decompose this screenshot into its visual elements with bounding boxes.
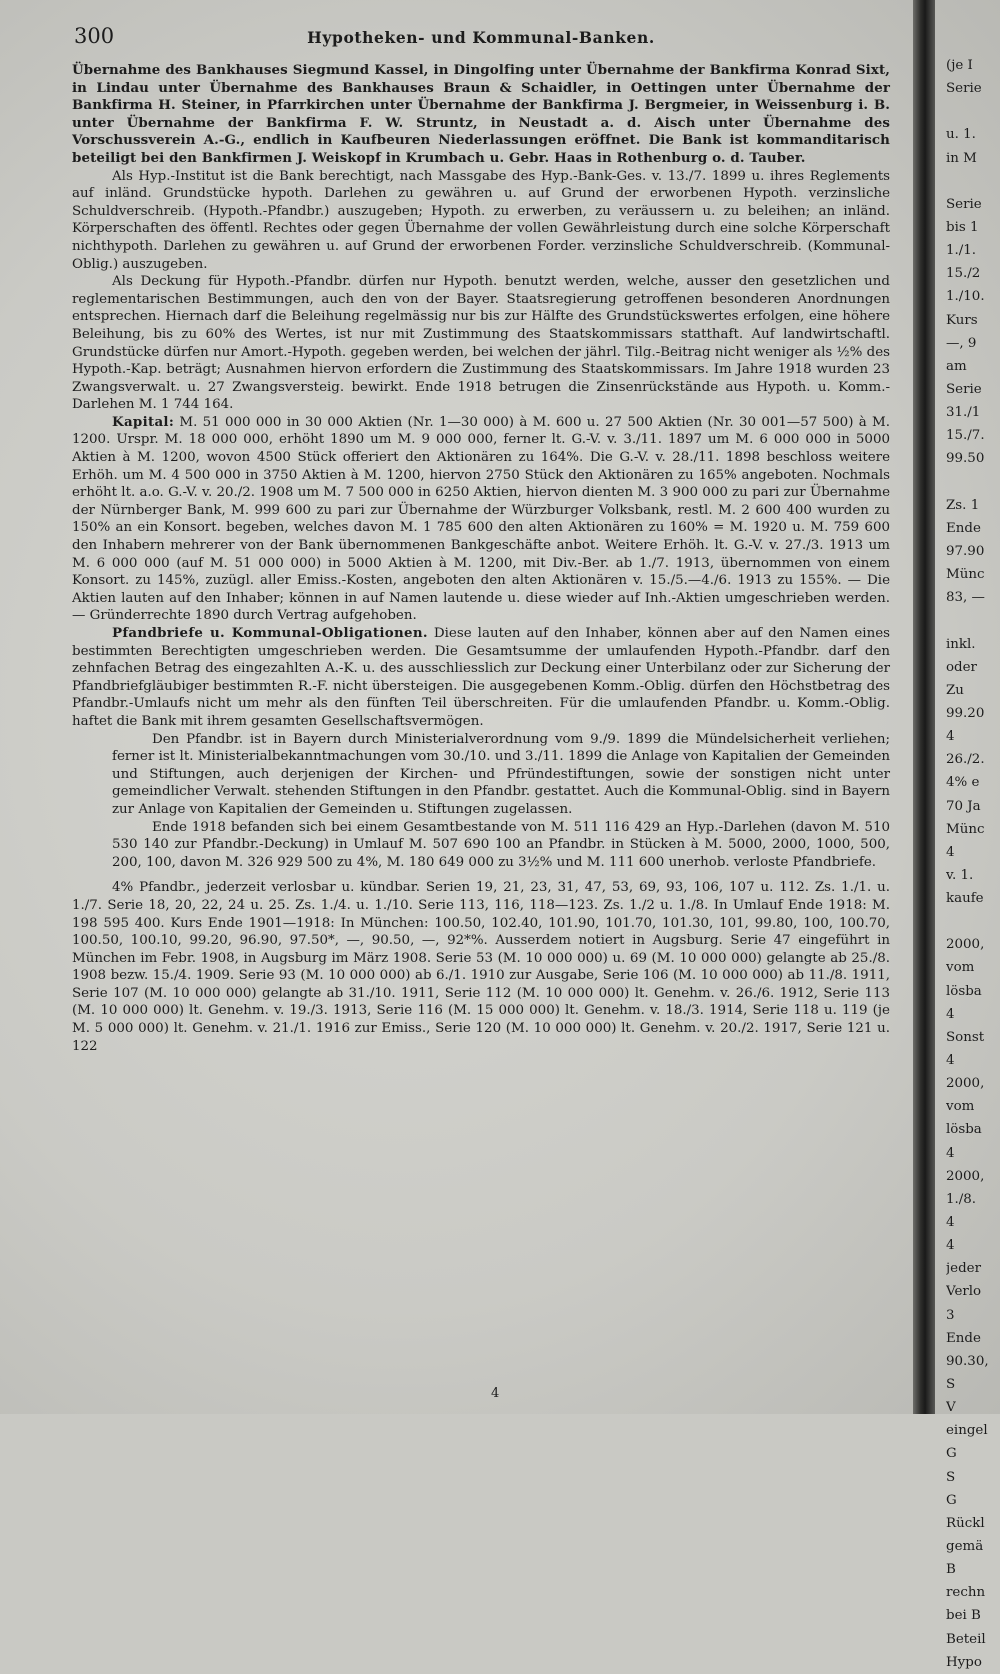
body-text [72,62,890,1055]
next-page-fragment: Serie [946,381,982,397]
next-page-fragment [946,170,1000,193]
next-page-fragment: G [946,1492,957,1508]
next-page-fragment: in M [946,150,977,166]
next-page-fragment: 4 [946,1053,955,1069]
next-page-fragment: 90.30, [946,1353,989,1369]
next-page-fragment: 4 [946,1145,955,1161]
next-page-fragment: Ende [946,520,981,536]
capital-lead: Kapital: [112,413,175,430]
next-page-fragment: 4 [946,1006,955,1022]
next-page-fragment: Kurs [946,312,978,328]
capital-text: M. 51 000 000 in 30 000 Aktien (Nr. 1—30 000) à M. 600 u. 27 500 Aktien (Nr. 30 001—57 500) à M. 1200. Urspr. M. 18 000 000, erhöht 1890 um M. 9 000 000, ferner lt. G.-V. v. 3./11. 1897 um M. 6 000 000 in 5000 Aktien à M. 1200, wovon 4500 Stück offeriert den Aktionären zu 164%. Die G.-V. v. 28./11. 1898 beschloss weitere Erhöh. um M. 4 500 000 in 3750 Aktien à M. 1200, hiervon 2750 Stück den Aktionären zu 165% angeboten. Nochmals erhöht lt. a.o. G.-V. v. 20./2. 1908 um M. 7 500 000 in 6250 Aktien, hiervon dienten M. 3 900 000 zu pari zur Übernahme der Nürnberger Bank, M. 999 600 zu pari zur Übernahme der Würzburger Volksbank, restl. M. 2 600 400 wurden zu 150% an ein Konsort. begeben, welches davon M. 1 785 600 den alten Aktionären zu 160% = M. 1920 u. M. 759 600 den Inhabern mehrerer von der Bank übernommenen Bankgeschäfte anbot. Weitere Erhöh. lt. G.-V. v. 27./3. 1913 um M. 6 000 000 (auf M. 51 000 000) in 5000 Aktien à M. 1200, mit Div.-Ber. ab 1./7. 1913, übernommen von einem Konsort. zu 145%, zuzügl. aller Emiss.-Kosten, angeboten den alten Aktionären v. 15./5.—4./6. 1913 zu 155%. — Die Aktien lauten auf den Inhaber; können in auf Namen lautende u. diese wieder auf Inh.-Aktien umgeschrieben werden. — Gründerrechte 1890 durch Vertrag aufgehoben. [72,414,890,624]
next-page-fragment: S [946,1377,956,1393]
next-page-fragment: Münc [946,567,985,583]
next-page-fragment: 4 [946,729,955,745]
next-page-fragment: Münc [946,821,985,837]
paragraph-cover-rules: Als Deckung für Hypoth.-Pfandbr. dürfen nur Hypoth. benutzt werden, welche, ausser den gesetzlichen und reglementarischen Bestimmungen, auch den von der Bayer. Staatsregierung getroffenen besonderen Anordnungen entsprechen. Hiernach darf die Beleihung regelmässig nur bis zur Hälfte des Grundstückswertes erfolgen, eine höhere Beleihung, bis zu 60% des Wertes, ist nur mit Zustimmung des Staatskommissars statthaft. Auf landwirtschaftl. Grundstücke dürfen nur Amort.-Hypoth. gegeben werden, bei welchen der jährl. Tilg.-Beitrag nicht weniger als ½% des Hypoth.-Kap. beträgt; Ausnahmen hiervon erfordern die Zustimmung des Staatskommissars. Im Jahre 1918 wurden 23 Zwangsverwalt. u. 27 Zwangsversteig. bewirkt. Ende 1918 betrugen die Zinsenrückstände aus Hypoth. u. Komm.-Darlehen M. 1 744 164. [72,274,890,413]
next-page-fragment: eingel [946,1423,988,1439]
next-page-fragment: 2000, [946,1168,985,1184]
next-page-fragment [946,100,1000,123]
next-page-column [946,54,1000,1674]
next-page-fragment: B [946,1562,956,1578]
next-page-fragment: Zu [946,682,964,698]
next-page-fragment: 1./1. [946,243,977,259]
next-page-fragment: am [946,358,967,374]
next-page-fragment: Sonst [946,1029,985,1045]
next-page-fragment: rechn [946,1585,986,1601]
next-page-fragment: lösba [946,1122,982,1138]
next-page-fragment: gemä [946,1539,984,1554]
document-page [72,18,890,1055]
next-page-fragment: lösba [946,983,982,999]
next-page-fragment: kaufe [946,891,984,907]
pfandbriefe-lead: Pfandbriefe u. Kommunal-Obligationen. [112,625,428,641]
next-page-fragment: 70 Ja [946,798,981,814]
next-page-fragment: 99.50 [946,451,985,467]
paragraph-capital [72,414,890,625]
pfandbriefe-text: Diese lauten auf den Inhaber, können aber auf den Namen eines bestimmten Berechtigten umgeschrieben werden. Die Gesamtsumme der umlaufenden Hypoth.-Pfandbr. darf den zehnfachen Betrag des eingezahlten A.-K. u. des ausschliesslich zur Deckung einer Unterbilanz oder zur Sicherung der Pfandbriefgläubiger bestimmten R.-F. nicht übersteigen. Die ausgegebenen Komm.-Oblig. dürfen den Höchstbetrag des Pfandbr.-Umlaufs nicht um mehr als den fünften Teil überschreiten. Für die umlaufenden Pfandbr. u. Komm.-Oblig. haftet die Bank mit ihrem gesamten Gesellschaftsvermögen. [72,626,890,729]
running-head: Hypotheken- und Kommunal-Banken. [307,28,655,47]
next-page-fragment: Serie [946,196,982,212]
page-mark: 4 [491,1386,500,1401]
next-page-fragment: Serie [946,81,982,97]
next-page-fragment: 3 [946,1307,955,1323]
next-page-fragment: 15./2 [946,266,981,282]
next-page-fragment: 4% e [946,775,980,791]
next-page-fragment: inkl. [946,636,976,652]
page-header [72,18,890,62]
next-page-fragment: V [946,1400,956,1416]
next-page-fragment: Rückl [946,1515,985,1531]
next-page-fragment [946,609,1000,632]
paragraph-four-percent-series: 4% Pfandbr., jederzeit verlosbar u. kündbar. Serien 19, 21, 23, 31, 47, 53, 69, 93, 106, 107 u. 112. Zs. 1./1. u. 1./7. Serie 18, 20, 22, 24 u. 25. Zs. 1./4. u. 1./10. Serie 113, 116, 118—123. Zs. 1./2 u. 1./8. In Umlauf Ende 1918: M. 198 595 400. Kurs Ende 1901—1918: In München: 100.50, 102.40, 101.90, 101.70, 101.30, 101, 99.80, 100, 100.70, 100.50, 100.10, 99.20, 96.90, 97.50*, —, 90.50, —, 92*%. Ausserdem notiert in Augsburg. Serie 47 eingeführt in München im Febr. 1908, in Augsburg im März 1908. Serie 53 (M. 10 000 000) u. 69 (M. 10 000 000) gelangte ab 25./8. 1908 bezw. 15./4. 1909. Serie 93 (M. 10 000 000) ab 6./1. 1910 zur Ausgabe, Serie 106 (M. 10 000 000) ab 11./8. 1911, Serie 107 (M. 10 000 000) gelangte ab 31./10. 1911, Serie 112 (M. 10 000 000) lt. Genehm. v. 26./6. 1912, Serie 113 (M. 10 000 000) lt. Genehm. v. 19./3. 1913, Serie 116 (M. 15 000 000) lt. Genehm. v. 18./3. 1914, Serie 118 u. 119 (je M. 5 000 000) lt. Genehm. v. 21./1. 1916 zur Emiss., Serie 120 (M. 10 000 000) lt. Genehm. v. 20./2. 1917, Serie 121 u. 122 [72,880,890,1054]
next-page-fragment: 4 [946,1215,955,1231]
next-page-fragment: 4 [946,1238,955,1254]
next-page-fragment: Beteil [946,1631,986,1647]
next-page-fragment: 83, — [946,590,985,606]
next-page-fragment: vom [946,1099,975,1115]
next-page-fragment: Verlo [946,1284,982,1300]
next-page-fragment: jeder [946,1261,981,1277]
next-page-fragment: 1./10. [946,289,985,305]
next-page-fragment: S [946,1469,956,1485]
next-page-fragment: Ende [946,1330,981,1346]
next-page-fragment: bei B [946,1608,981,1624]
next-page-fragment: —, 9 [946,335,977,351]
next-page-fragment: (je I [946,58,973,73]
next-page-fragment: u. 1. [946,127,976,143]
next-page-fragment [946,910,1000,933]
book-gutter [913,0,935,1414]
paragraph-circulation-1918: Ende 1918 befanden sich bei einem Gesamtbestande von M. 511 116 429 an Hyp.-Darlehen (davon M. 510 530 140 zur Pfandbr.-Deckung) in Umlauf M. 507 690 100 an Pfandbr. in Stücken à M. 5000, 2000, 1000, 500, 200, 100, davon M. 326 929 500 zu 4%, M. 180 649 000 zu 3½% und M. 111 600 unerhob. verloste Pfandbriefe. [112,819,890,870]
next-page-fragment [946,471,1000,494]
paragraph-trustee-security: Den Pfandbr. ist in Bayern durch Ministerialverordnung vom 9./9. 1899 die Mündelsicherheit verliehen; ferner ist lt. Ministerialbekanntmachungen vom 30./10. und 3./11. 1899 die Anlage von Kapitalien der Gemeinden und Stiftungen, auch derjenigen der Kirchen- und Pfründestiftungen, sowie der sonstigen nicht unter gemeindlicher Verwalt. stehenden Stiftungen in den Pfandbr. gestattet. Auch die Kommunal-Oblig. sind in Bayern zur Anlage von Kapitalien der Gemeinden u. Stiftungen zugelassen. [112,731,890,817]
next-page-fragment: v. 1. [946,867,974,883]
page-number: 300 [74,24,115,48]
next-page-fragment: 2000, [946,1076,985,1092]
next-page-fragment: 26./2. [946,752,985,768]
next-page-fragment: 99.20 [946,705,985,721]
paragraph-mortgage-institute: Als Hyp.-Institut ist die Bank berechtigt, nach Massgabe des Hyp.-Bank-Ges. v. 13./7. 1899 u. ihres Reglements auf inländ. Grundstücke hypoth. Darlehen zu gewähren u. auf Grund der erworbenen Hypoth. verzinsliche Schuldverschreib. (Hypoth.-Pfandbr.) auszugeben; Hypoth. zu erwerben, zu veräussern u. zu beleihen; an inländ. Körperschaften des öffentl. Rechtes oder gegen Übernahme der vollen Gewährleistung durch eine solche Körperschaft nichthypoth. Darlehen zu gewähren u. auf Grund der erworbenen Forder. verzinsliche Schuldverschreib. (Kommunal-Oblig.) auszugeben. [72,168,890,272]
next-page-fragment: 4 [946,844,955,860]
paragraph-branch-openings: Übernahme des Bankhauses Siegmund Kassel, in Dingolfing unter Übernahme der Bankfirma Konrad Sixt, in Lindau unter Übernahme des Bankhauses Braun & Schaidler, in Oettingen unter Übernahme der Bankfirma H. Steiner, in Pfarrkirchen unter Übernahme der Bankfirma J. Bergmeier, in Weissenburg i. B. unter Übernahme der Bankfirma F. W. Struntz, in Neustadt a. d. Aisch unter Übernahme des Vorschussverein A.-G., endlich in Kaufbeuren Niederlassungen eröffnet. Die Bank ist kommanditarisch beteiligt bei den Bankfirmen J. Weiskopf in Krumbach u. Gebr. Haas in Rothenburg o. d. Tauber. [72,62,890,166]
next-page-fragment: 15./7. [946,428,985,444]
paragraph-pfandbriefe [72,625,890,731]
next-page-fragment: oder [946,659,977,675]
next-page-fragment: bis 1 [946,219,979,235]
next-page-fragment: vom [946,960,975,976]
next-page-fragment: 1./8. [946,1191,977,1207]
next-page-fragment: Zs. 1 [946,497,980,513]
next-page-fragment: G [946,1446,957,1462]
next-page-fragment: 2000, [946,937,985,953]
next-page-fragment: 97.90 [946,543,985,559]
next-page-fragment: Hypo [946,1654,982,1670]
next-page-fragment: 31./1 [946,405,981,421]
